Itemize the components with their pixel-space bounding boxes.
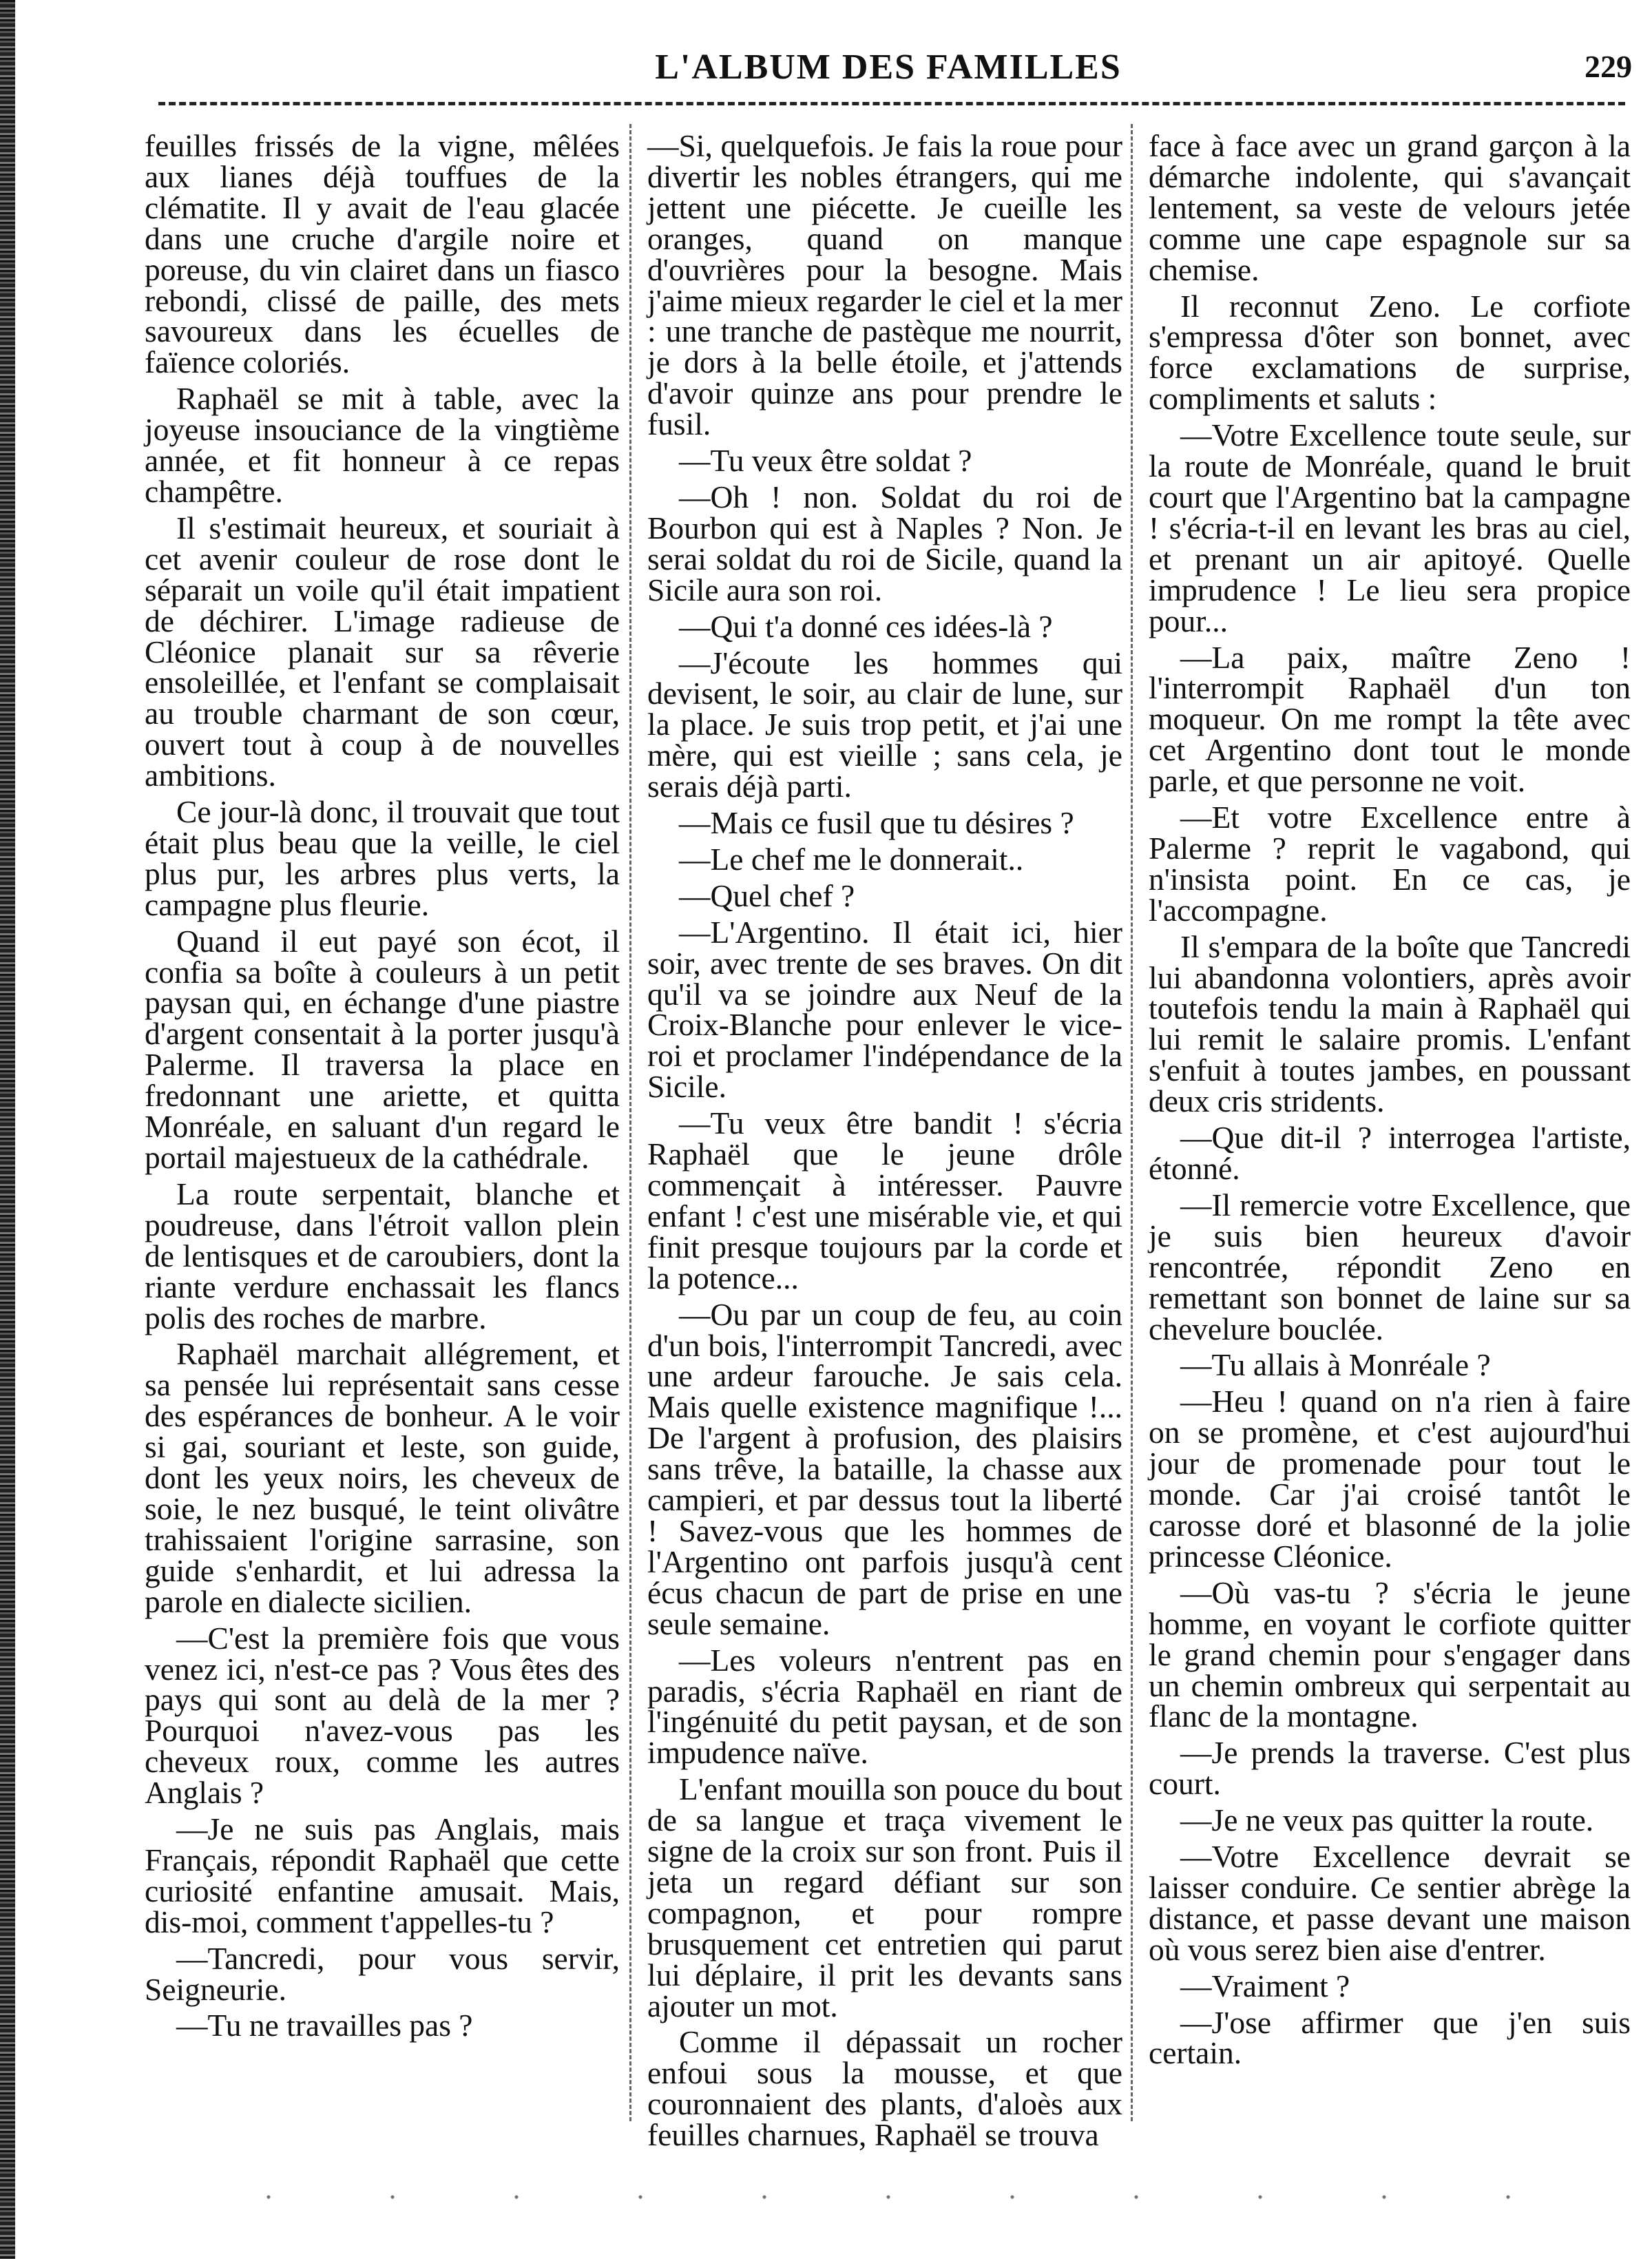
paragraph: —Heu ! quand on n'a rien à faire on se promène, et c'est aujourd'hui jour de promenade pour tout le monde. Car j'ai croisé tantôt le carosse doré et blasonné de la jolie princesse Cléonice. — [1149, 1384, 1631, 1574]
page-number: 229 — [1585, 49, 1632, 84]
paragraph: —Je ne suis pas Anglais, mais Français, répondit Raphaël que cette curiosité enfantine amusait. Mais, dis-moi, comment t'appelles-tu ? — [145, 1811, 620, 1939]
paragraph: feuilles frissés de la vigne, mêlées aux lianes déjà touffues de la clématite. Il y avait de l'eau glacée dans une cruche d'argile noire et poreuse, du vin clairet dans un fiasco rebondi, clissé de paille, des mets savoureux dans les écuelles de faïence coloriés. — [145, 128, 620, 380]
paragraph: —Les voleurs n'entrent pas en paradis, s'écria Raphaël en riant de l'ingénuité du petit paysan, et de son impudence naïve. — [647, 1642, 1122, 1771]
paragraph: —Le chef me le donnerait.. — [679, 841, 1024, 877]
paragraph: —J'écoute les hommes qui devisent, le soir, au clair de lune, sur la place. Je suis trop petit, et j'ai une mère, qui est vieille ; sans cela, je serais déjà parti. — [647, 645, 1122, 804]
header-rule — [158, 102, 1625, 105]
paragraph: Ce jour-là donc, il trouvait que tout était plus beau que la veille, le ciel plus pur, les arbres plus verts, la campagne plus fleurie. — [145, 794, 620, 922]
paragraph: —Votre Excellence devrait se laisser conduire. Ce sentier abrège la distance, et passe devant une maison où vous serez bien aise d'entrer. — [1149, 1839, 1631, 1967]
paragraph: —Tu veux être soldat ? — [679, 443, 972, 479]
paragraph: Il s'empara de la boîte que Tancredi lui abandonna volontiers, après avoir toutefois tendu la main à Raphaël qui lui remit le salaire promis. L'enfant s'enfuit à toutes jambes, en poussant deux cris stridents. — [1149, 928, 1631, 1119]
paragraph: L'enfant mouilla son pouce du bout de sa langue et traça vivement le signe de la croix sur son front. Puis il jeta un regard défiant sur son compagnon, et pour rompre brusquement cet entretien qui parut lui déplaire, il prit les devants sans ajouter un mot. — [647, 1771, 1122, 2023]
paragraph: —L'Argentino. Il était ici, hier soir, avec trente de ses braves. On dit qu'il va se joindre aux Neuf de la Croix-Blanche pour enlever le vice-roi et proclamer l'indépendance de la Sicile. — [647, 914, 1122, 1105]
paragraph: La route serpentait, blanche et poudreuse, dans l'étroit vallon plein de lentisques et de caroubiers, dont la riante verdure enchassait les flancs polis des roches de marbre. — [145, 1176, 620, 1335]
page-header — [145, 41, 1632, 96]
paragraph: Comme il dépassait un rocher enfoui sous la mousse, et que couronnaient des plants, d'aloès aux feuilles charnues, Raphaël se trouva — [647, 2024, 1122, 2153]
paragraph: Il s'estimait heureux, et souriait à cet avenir couleur de rose dont le séparait un voile qu'il était impatient de déchirer. L'image radieuse de Cléonice planait sur sa rêverie ensoleillée, et l'enfant se complaisait au trouble charmant de son cœur, ouvert tout à coup à de nouvelles ambitions. — [145, 510, 620, 793]
column-divider — [1131, 124, 1133, 2121]
paragraph: Raphaël se mit à table, avec la joyeuse insouciance de la vingtième année, et fit honneur à ce repas champêtre. — [145, 381, 620, 509]
paragraph: —La paix, maître Zeno ! l'interrompit Raphaël d'un ton moqueur. On me rompt la tête avec cet Argentino dont tout le monde parle, et que personne ne voit. — [1149, 639, 1631, 799]
paragraph: —Tancredi, pour vous servir, Seigneurie. — [145, 1940, 620, 2007]
paragraph: —Votre Excellence toute seule, sur la route de Monréale, quand le bruit court que l'Argentino bat la campagne ! s'écria-t-il en levant les bras au ciel, et prenant un air apitoyé. Quelle imprudence ! Le lieu sera propice pour... — [1149, 417, 1631, 638]
paragraph: —Je ne veux pas quitter la route. — [1180, 1802, 1594, 1838]
print-speckle — [207, 2183, 1515, 2211]
text-column-3 — [1149, 128, 1631, 2114]
paragraph: —Oh ! non. Soldat du roi de Bourbon qui est à Naples ? Non. Je serai soldat du roi de Sicile, quand la Sicile aura son roi. — [647, 479, 1122, 607]
column-divider — [629, 124, 631, 2121]
page-binding-edge — [0, 0, 15, 2259]
text-column-1 — [145, 128, 620, 2114]
paragraph: Il reconnut Zeno. Le corfiote s'empressa d'ôter son bonnet, avec force exclamations de surprise, compliments et saluts : — [1149, 288, 1631, 417]
paragraph: —Où vas-tu ? s'écria le jeune homme, en voyant le corfiote quitter le grand chemin pour s'engager dans un chemin ombreux qui serpentait au flanc de la montagne. — [1149, 1574, 1631, 1734]
paragraph: —Ou par un coup de feu, au coin d'un bois, l'interrompit Tancredi, avec une ardeur farouche. Je sais cela. Mais quelle existence magnifique !... De l'argent à profusion, des plaisirs sans trêve, la bataille, la chasse aux campieri, et par dessus tout la liberté ! Savez-vous que les hommes de l'Argentino ont parfois jusqu'à cent écus chacun de part de prise en une seule semaine. — [647, 1296, 1122, 1641]
paragraph: Quand il eut payé son écot, il confia sa boîte à couleurs à un petit paysan qui, en échange d'une piastre d'argent consentait à la porter jusqu'à Palerme. Il traversa la place en fredonnant une ariette, et quitta Monréale, en saluant d'un regard le portail majestueux de la cathédrale. — [145, 923, 620, 1175]
paragraph: —Quel chef ? — [679, 877, 855, 913]
paragraph: —Vraiment ? — [1180, 1968, 1350, 2003]
paragraph: —Je prends la traverse. C'est plus court. — [1149, 1735, 1631, 1802]
paragraph: —Tu ne travailles pas ? — [176, 2008, 473, 2043]
paragraph: —C'est la première fois que vous venez ici, n'est-ce pas ? Vous êtes des pays qui sont au delà de la mer ? Pourquoi n'avez-vous pas les cheveux roux, comme les autres Anglais ? — [145, 1620, 620, 1811]
running-title: L'ALBUM DES FAMILLES — [655, 48, 1122, 87]
paragraph: Raphaël marchait allégrement, et sa pensée lui représentait sans cesse des espérances de bonheur. A le voir si gai, souriant et leste, son guide, dont les yeux noirs, les cheveux de soie, le nez busqué, le teint olivâtre trahissaient l'origine sarrasine, son guide s'enhardit, et lui adressa la parole en dialecte sicilien. — [145, 1336, 620, 1619]
paragraph: —Qui t'a donné ces idées-là ? — [679, 608, 1053, 644]
paragraph: face à face avec un grand garçon à la démarche indolente, qui s'avançait lentement, sa veste de velours jetée comme une cape espagnole sur sa chemise. — [1149, 128, 1631, 287]
paragraph: —J'ose affirmer que j'en suis certain. — [1149, 2004, 1631, 2071]
text-column-2 — [647, 128, 1122, 2153]
paragraph: —Et votre Excellence entre à Palerme ? reprit le vagabond, qui n'insista point. En ce cas, je l'accompagne. — [1149, 800, 1631, 928]
paragraph: —Mais ce fusil que tu désires ? — [679, 805, 1074, 841]
paragraph: —Il remercie votre Excellence, que je suis bien heureux d'avoir rencontrée, répondit Zeno en remettant son bonnet de laine sur sa chevelure bouclée. — [1149, 1187, 1631, 1346]
paragraph: —Si, quelquefois. Je fais la roue pour divertir les nobles étrangers, qui me jettent une piécette. Je cueille les oranges, quand on manque d'ouvrières pour la besogne. Mais j'aime mieux regarder le ciel et la mer : une tranche de pastèque me nourrit, je dors à la belle étoile, et j'attends d'avoir quinze ans pour prendre le fusil. — [647, 128, 1122, 442]
paragraph: —Que dit-il ? interrogea l'artiste, étonné. — [1149, 1120, 1631, 1186]
paragraph: —Tu veux être bandit ! s'écria Raphaël que le jeune drôle commençait à intéresser. Pauvre enfant ! c'est une misérable vie, et qui finit presque toujours par la corde et la potence... — [647, 1105, 1122, 1295]
paragraph: —Tu allais à Monréale ? — [1180, 1347, 1491, 1383]
